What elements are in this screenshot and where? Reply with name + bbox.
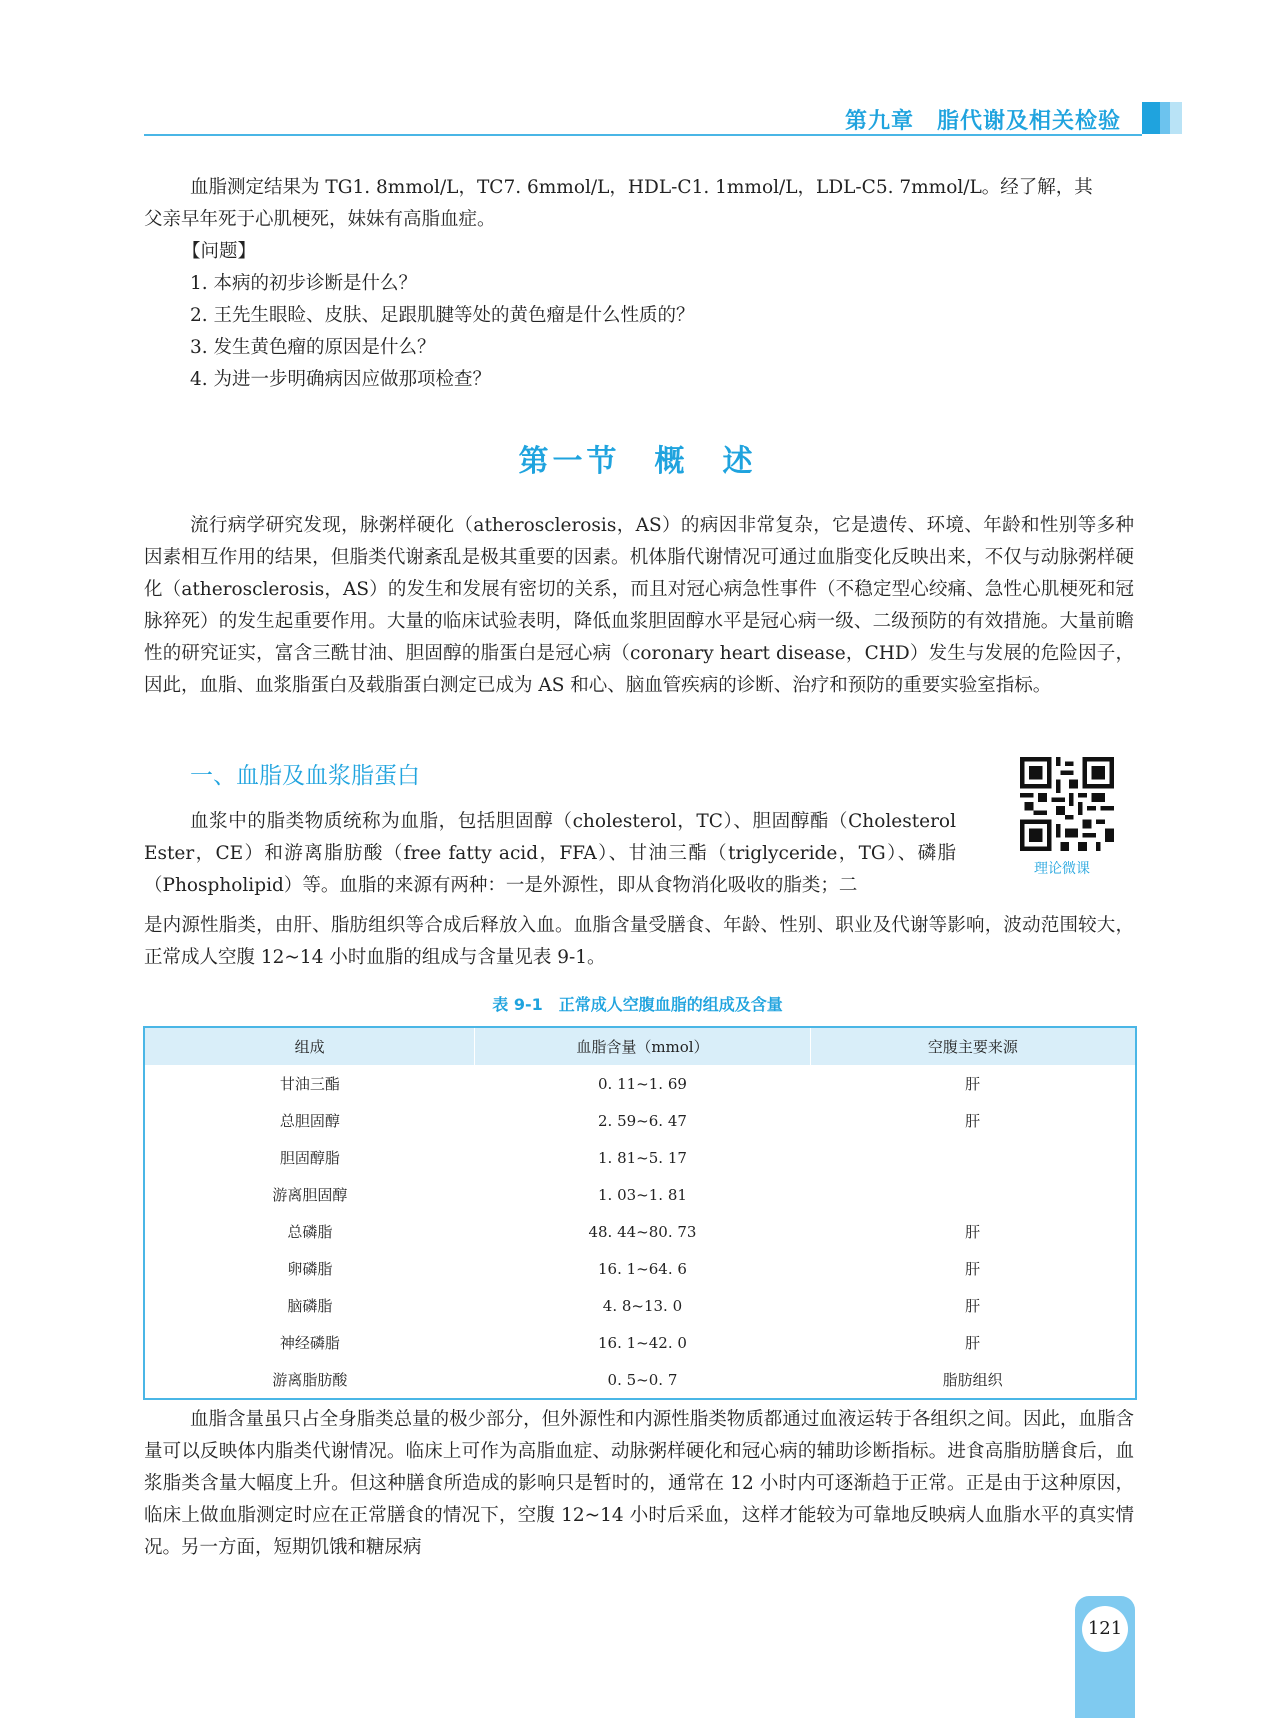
table-cell: 1. 03~1. 81 (598, 1185, 687, 1204)
table-cell: 游离脂肪酸 (272, 1371, 348, 1389)
table-cell: 脂肪组织 (942, 1371, 1003, 1389)
question-2: 2. 王先生眼睑、皮肤、足跟肌腱等处的黄色瘤是什么性质的？ (190, 305, 695, 326)
table-cell: 肝 (965, 1223, 981, 1241)
table-cell: 卵磷脂 (287, 1260, 333, 1278)
intro-paragraph: 流行病学研究发现，脉粥样硬化（atherosclerosis，AS）的病因非常复杂，它是遗传、环境、年龄和性别等多种因素相互作用的结果，但脂类代谢紊乱是极其重要的因素。机体脂代谢情况可通过血脂变化反映出来，不仅与动脉粥样硬化（atherosclerosis，AS）的发生和发展有密切的关系，而且对冠心病急性事件（不稳定型心绞痛、急性心肌梗死和冠脉猝死）的发生起重要作用。大量的临床试验表明，降低血浆胆固醇水平是冠心病一级、二级预防的有效措施。大量前瞻性的研究证实，富含三酰甘油、胆固醇的脂蛋白是冠心病（coronary heart disease，CHD）发生与发展的危险因子，因此，血脂、血浆脂蛋白及载脂蛋白测定已成为 AS 和心、脑血管疾病的诊断、治疗和预防的重要实验室指标。 (144, 515, 1134, 696)
table-cell: 总磷脂 (287, 1223, 333, 1241)
section-title: 第一节 概 述 (518, 444, 757, 479)
chapter-title: 第九章 脂代谢及相关检验 (844, 109, 1121, 134)
question-3: 3. 发生黄色瘤的原因是什么？ (190, 337, 436, 358)
table-cell: 肝 (965, 1334, 981, 1352)
question-4: 4. 为进一步明确病因应做那项检查？ (190, 369, 492, 390)
plasma-lipids-paragraph: 血浆中的脂类物质统称为血脂，包括胆固醇（cholesterol，TC）、胆固醇酯（Cholesterol Ester，CE）和游离脂肪酸（free fatty acid，FFA）、甘油三酯（triglyceride，TG）、磷脂（Phospholipid）等。血脂的来源有两种：一是外源性，即从食物消化吸收的脂类；二 (144, 811, 956, 896)
table-cell: 肝 (965, 1260, 981, 1278)
table-header-cell: 空腹主要来源 (927, 1038, 1018, 1056)
table-cell: 甘油三酯 (279, 1075, 340, 1093)
table-caption: 表 9-1 正常成人空腹血脂的组成及含量 (492, 995, 783, 1014)
qr-label: 理论微课 (1034, 861, 1090, 877)
table-cell: 0. 5~0. 7 (607, 1370, 678, 1389)
table-cell: 神经磷脂 (279, 1334, 340, 1352)
table-cell: 肝 (965, 1075, 981, 1093)
header-rule (144, 134, 1142, 136)
table-row (145, 1139, 1135, 1176)
header-color-blocks (1142, 102, 1182, 134)
lipid-table (143, 1026, 1137, 1400)
closing-paragraph: 血脂含量虽只占全身脂类总量的极少部分，但外源性和内源性脂类物质都通过血液运转于各组织之间。因此，血脂含量可以反映体内脂类代谢情况。临床上可作为高脂血症、动脉粥样硬化和冠心病的辅助诊断指标。进食高脂肪膳食后，血浆脂类含量大幅度上升。但这种膳食所造成的影响只是暂时的，通常在 12 小时内可逐渐趋于正常。正是由于这种原因，临床上做血脂测定时应在正常膳食的情况下，空腹 12~14 小时后采血，这样才能较为可靠地反映病人血脂水平的真实情况。另一方面，短期饥饿和糖尿病 (144, 1409, 1134, 1558)
table-cell: 游离胆固醇 (272, 1186, 348, 1204)
page-header (0, 100, 1275, 140)
table-row (145, 1065, 1135, 1102)
table-cell: 肝 (965, 1112, 981, 1130)
table-cell: 1. 81~5. 17 (598, 1148, 687, 1167)
questions-label: 【问题】 (182, 241, 257, 262)
table-cell: 胆固醇脂 (279, 1149, 340, 1167)
qr-code-icon[interactable] (1020, 757, 1114, 851)
table-cell: 48. 44~80. 73 (588, 1222, 697, 1241)
table-cell (810, 1176, 1135, 1213)
table-row (145, 1213, 1135, 1250)
table-cell: 2. 59~6. 47 (598, 1111, 687, 1130)
subsection-title: 一、血脂及血浆脂蛋白 (190, 763, 420, 789)
table-header-cell: 组成 (145, 1028, 475, 1065)
table-cell (810, 1139, 1135, 1176)
table-cell: 16. 1~64. 6 (598, 1259, 687, 1278)
plasma-lipids-paragraph-continued: 是内源性脂类，由肝、脂肪组织等合成后释放入血。血脂含量受膳食、年龄、性别、职业及代谢等影响，波动范围较大，正常成人空腹 12~14 小时血脂的组成与含量见表 9-1。 (144, 915, 1134, 968)
table-cell: 16. 1~42. 0 (598, 1333, 687, 1352)
page-number: 121 (1082, 1606, 1128, 1652)
table-row (145, 1324, 1135, 1361)
table-cell: 脑磷脂 (287, 1297, 333, 1315)
table-row (145, 1361, 1135, 1398)
table-header-cell: 血脂含量（mmol） (475, 1028, 811, 1065)
table-row (145, 1287, 1135, 1324)
table-row (145, 1250, 1135, 1287)
case-line-2: 父亲早年死于心肌梗死，妹妹有高脂血症。 (144, 209, 496, 230)
table-row (145, 1102, 1135, 1139)
question-1: 1. 本病的初步诊断是什么？ (190, 273, 418, 294)
table-cell: 0. 11~1. 69 (598, 1074, 687, 1093)
table-header-row (145, 1028, 1135, 1065)
table-cell: 肝 (965, 1297, 981, 1315)
table-cell: 4. 8~13. 0 (602, 1296, 683, 1315)
case-line-1: 血脂测定结果为 TG1. 8mmol/L，TC7. 6mmol/L，HDL-C1. 1mmol/L，LDL-C5. 7mmol/L。经了解，其 (190, 177, 1093, 198)
table-cell: 总胆固醇 (279, 1112, 340, 1130)
table-row (145, 1176, 1135, 1213)
